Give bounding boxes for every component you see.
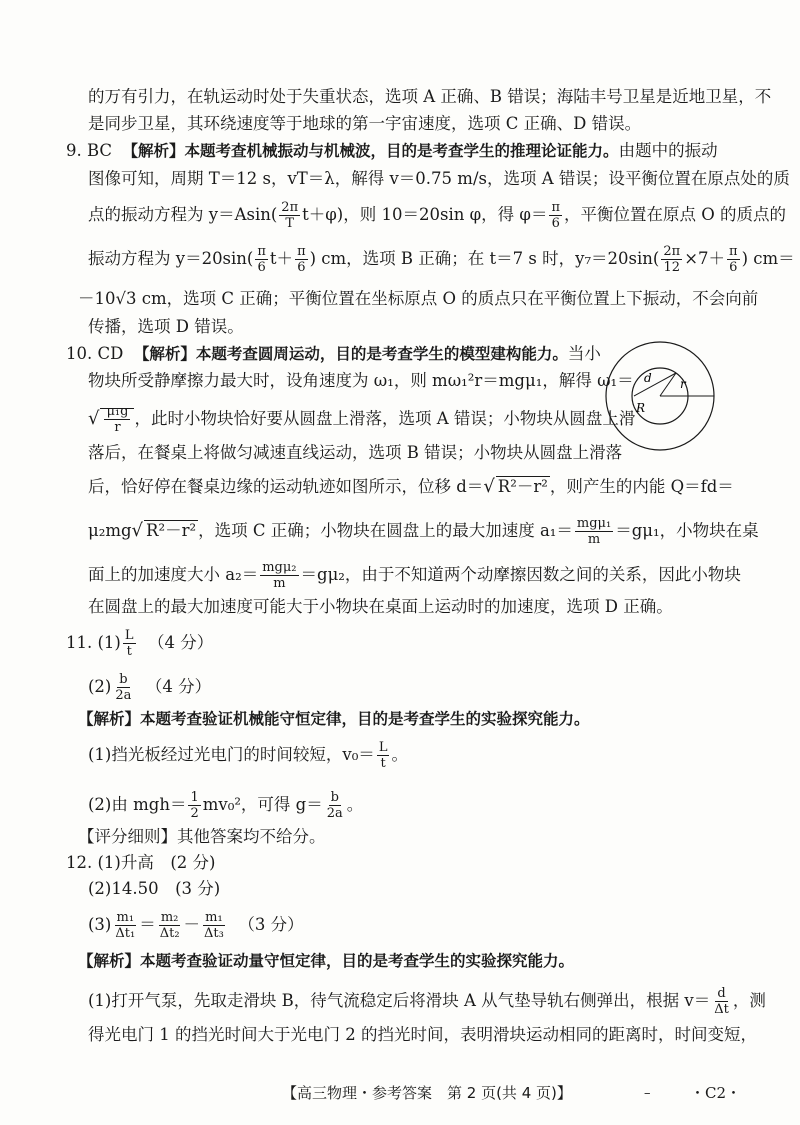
text-line: 得光电门 1 的挡光时间大于光电门 2 的挡光时间，表明滑块运动相同的距离时，时间变短， <box>88 1025 757 1044</box>
page-footer: 【高三物理・参考答案 第 2 页(共 4 页)】 <box>282 1084 572 1102</box>
equation-line: (1)挡光板经过光电门的时间较短，v₀＝ $\frac{L}{t}$ 。 <box>88 740 408 771</box>
analysis-tag: 【解析】本题考查验证动量守恒定律，目的是考查学生的实验探究能力。 <box>78 952 575 970</box>
text-line: －10√3 cm，选项 C 正确；平衡位置在坐标原点 O 的质点只在平衡位置上下振动，不会向前 <box>78 289 759 308</box>
fraction: $\frac{\text{mgμ₂}}{m}$ <box>262 560 297 591</box>
question-10-line: 10. CD 【解析】本题考查圆周运动，目的是考查学生的模型建构能力。当小 <box>66 344 601 363</box>
fraction: $\frac{\text{m₁}}{\text{Δt₃}}$ <box>204 910 224 941</box>
analysis-tag: 【解析】本题考查机械振动与机械波，目的是考查学生的推理论证能力。 <box>122 142 619 160</box>
fraction: $\frac{\pi}{6}$ <box>551 200 560 231</box>
fraction: $\frac{\text{m₂}}{\text{Δt₂}}$ <box>159 910 180 941</box>
fraction: $\frac{\text{m₁}}{\text{Δt₁}}$ <box>115 910 136 941</box>
label-d: d <box>644 371 652 385</box>
text-line: 是同步卫星，其环绕速度等于地球的第一宇宙速度，选项 C 正确、D 错误。 <box>88 114 642 133</box>
question-9-line: 9. BC 【解析】本题考查机械振动与机械波，目的是考查学生的推理论证能力。由题中的振动 <box>66 141 718 160</box>
analysis-tag: 【解析】本题考查圆周运动，目的是考查学生的模型建构能力。 <box>133 345 568 363</box>
scoring-rule: 【评分细则】其他答案均不给分。 <box>78 827 326 846</box>
question-11-line: 11. (1) $\frac{L}{t}$ （4 分） <box>66 628 214 659</box>
circle-figure <box>604 332 724 462</box>
fraction: $\frac{2\pi}{12}$ <box>663 244 681 275</box>
fraction: $\frac{\pi}{6}$ <box>729 244 738 275</box>
fraction: $\frac{1}{2}$ <box>190 790 199 821</box>
equation-line: μ₂mg√ R²－r² ，选项 C 正确；小物块在圆盘上的最大加速度 a₁＝ $\frac{\text{mgμ₁}}{m}$ ＝gμ₁，小物块在桌 <box>88 516 759 547</box>
question-number: 10. CD <box>66 344 124 363</box>
fraction: $\frac{L}{t}$ <box>124 628 134 659</box>
fraction: $\frac{L}{t}$ <box>378 740 388 771</box>
page-code: ・C2・ <box>690 1084 742 1102</box>
equation-line: 振动方程为 y＝20sin( $\frac{\pi}{6}$ t＋ $\frac{\pi}{6}$ ) cm，选项 B 正确；在 t＝7 s 时，y₇＝20sin( $\frac{2\pi}{12}$ ×7＋ $\frac{\pi}{6}$ ) cm＝ <box>88 244 795 275</box>
label-r: r <box>680 377 686 391</box>
text-line: 的万有引力，在轨运动时处于失重状态，选项 A 正确、B 错误；海陆丰号卫星是近地卫星，不 <box>88 87 772 106</box>
question-12-line: 12. (1)升高 (2 分) <box>66 853 216 872</box>
text-line: 图像可知，周期 T＝12 s，vT＝λ，解得 v＝0.75 m/s，选项 A 错误；设平衡位置在原点处的质 <box>88 169 790 188</box>
text-line: 落后，在餐桌上将做匀减速直线运动，选项 B 错误；小物块从圆盘上滑落 <box>88 443 623 462</box>
equation-line: √ $\frac{\text{μ₁g}}{r}$ ，此时小物块恰好要从圆盘上滑落，选项 A 错误；小物块从圆盘上滑 <box>88 404 636 435</box>
text-line: 在圆盘上的最大加速度可能大于小物块在桌面上运动时的加速度，选项 D 正确。 <box>88 597 673 616</box>
equation-line: (3) $\frac{\text{m₁}}{\text{Δt₁}}$ ＝ $\frac{\text{m₂}}{\text{Δt₂}}$ － $\frac{\text{m₁}}{\text{Δt₃}}$ （3 分） <box>88 910 304 941</box>
fraction: $\frac{\text{mgμ₁}}{m}$ <box>576 516 612 547</box>
equation-line: (1)打开气泵，先取走滑块 B，待气流稳定后将滑块 A 从气垫导轨右侧弹出，根据 v＝ $\frac{d}{\Delta t}$ ，测 <box>88 986 766 1017</box>
answer-line: (2)14.50 (3 分) <box>88 879 221 898</box>
question-number: 9. BC <box>66 141 113 160</box>
equation-line: (2)由 mgh＝ $\frac{1}{2}$ mv₀²，可得 g＝ $\frac{b}{2a}$ 。 <box>88 790 364 821</box>
label-R: R <box>636 401 646 415</box>
text-line: 物块所受静摩擦力最大时，设角速度为 ω₁，则 mω₁²r＝mgμ₁，解得 ω₁＝ <box>88 371 634 390</box>
radius-r-line <box>660 373 676 396</box>
fraction: $\frac{\pi}{6}$ <box>257 244 266 275</box>
fraction: $\frac{2\pi}{T}$ <box>281 200 299 231</box>
fraction: $\frac{b}{2a}$ <box>326 790 343 821</box>
fraction: $\frac{b}{2a}$ <box>115 672 132 703</box>
fraction: $\frac{d}{\Delta t}$ <box>714 986 729 1017</box>
equation-line: 面上的加速度大小 a₂＝ $\frac{\text{mgμ₂}}{m}$ ＝gμ₂，由于不知道两个动摩擦因数之间的关系，因此小物块 <box>88 560 741 591</box>
equation-line: 点的振动方程为 y＝Asin( $\frac{2\pi}{T}$ t＋φ)，则 10＝20sin φ，得 φ＝ $\frac{\pi}{6}$ ，平衡位置在原点 O 的质点的 <box>88 200 787 231</box>
fraction: $\frac{\text{μ₁g}}{r}$ <box>106 404 129 435</box>
text-line: 传播，选项 D 错误。 <box>88 317 244 336</box>
footer-mark: – <box>644 1086 651 1101</box>
answer-line: (2) $\frac{b}{2a}$ （4 分） <box>88 672 212 703</box>
analysis-tag: 【解析】本题考查验证机械能守恒定律，目的是考查学生的实验探究能力。 <box>78 710 590 728</box>
fraction: $\frac{\pi}{6}$ <box>297 244 306 275</box>
equation-line: 后，恰好停在餐桌边缘的运动轨迹如图所示，位移 d＝√ R²－r² ，则产生的内能 Q＝fd＝ <box>88 476 734 497</box>
